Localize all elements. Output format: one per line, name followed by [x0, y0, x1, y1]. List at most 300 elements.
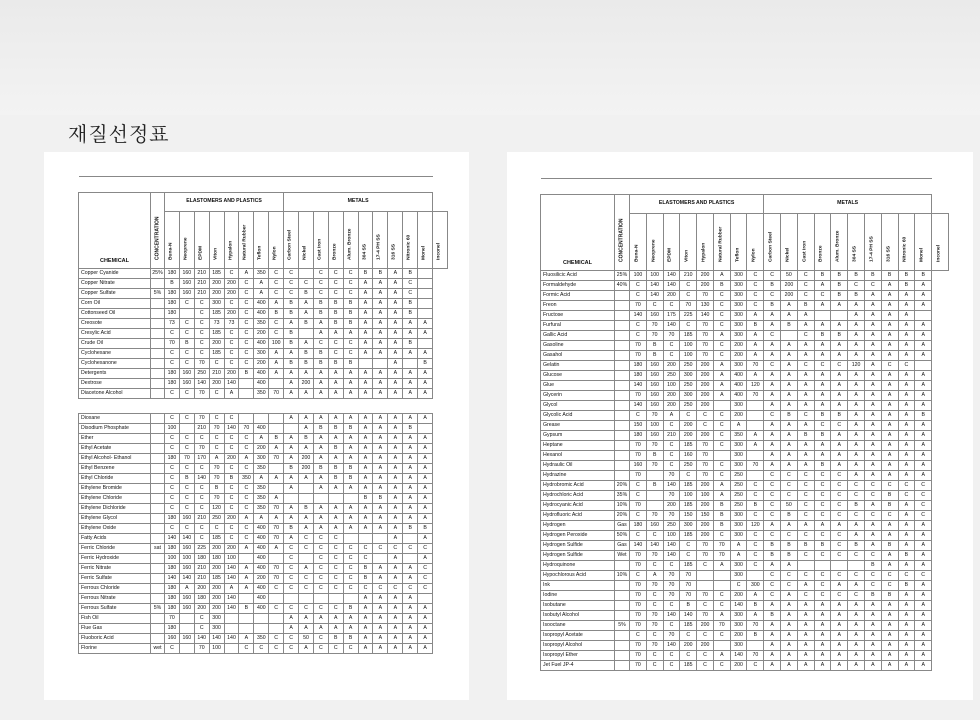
chemical-name: Cottonseed Oil: [79, 309, 151, 319]
rating-cell: 70: [697, 321, 714, 331]
rating-cell: A: [898, 501, 915, 511]
rating-cell: A: [797, 461, 814, 471]
rating-cell: C: [814, 571, 831, 581]
rating-cell: C: [284, 574, 299, 584]
table-row: [79, 624, 448, 634]
rating-cell: C: [179, 319, 194, 329]
rating-cell: A: [358, 339, 373, 349]
rating-cell: A: [328, 434, 343, 444]
rating-cell: 210: [194, 424, 209, 434]
rating-cell: C: [713, 631, 730, 641]
rating-cell: 70: [194, 414, 209, 424]
concentration-cell: 25%: [151, 269, 165, 279]
chemical-name: Ferric Sulfate: [79, 574, 151, 584]
rating-cell: B: [343, 634, 358, 644]
rating-cell: C: [179, 504, 194, 514]
rating-cell: A: [358, 444, 373, 454]
rating-cell: 70: [663, 511, 680, 521]
rating-cell: 200: [697, 401, 714, 411]
rating-cell: C: [747, 511, 764, 521]
rating-cell: A: [269, 444, 284, 454]
rating-cell: B: [848, 291, 865, 301]
rating-cell: B: [343, 309, 358, 319]
rating-cell: [179, 424, 194, 434]
rating-cell: A: [388, 434, 403, 444]
rating-cell: C: [299, 604, 314, 614]
rating-cell: C: [269, 289, 284, 299]
rating-cell: A: [284, 514, 299, 524]
rating-cell: 140: [224, 634, 239, 644]
rating-cell: 70: [209, 424, 224, 434]
rating-cell: A: [388, 554, 403, 564]
rating-cell: C: [343, 544, 358, 554]
rating-cell: C: [713, 531, 730, 541]
rating-cell: C: [797, 281, 814, 291]
rating-cell: B: [881, 501, 898, 511]
rating-cell: A: [915, 541, 932, 551]
rating-cell: C: [864, 581, 881, 591]
rating-cell: A: [358, 289, 373, 299]
rating-cell: 200: [663, 501, 680, 511]
rating-cell: A: [898, 291, 915, 301]
chemical-name: Glycol: [541, 401, 615, 411]
rating-cell: B: [328, 299, 343, 309]
rating-cell: A: [848, 301, 865, 311]
rating-cell: A: [781, 341, 798, 351]
chemical-name: Formaldehyde: [541, 281, 615, 291]
rating-cell: C: [630, 511, 647, 521]
rating-cell: A: [373, 289, 388, 299]
rating-cell: A: [328, 369, 343, 379]
rating-cell: C: [747, 291, 764, 301]
rating-cell: A: [797, 651, 814, 661]
rating-cell: 160: [179, 544, 194, 554]
rating-cell: [299, 554, 314, 564]
rating-cell: A: [915, 521, 932, 531]
rating-cell: 180: [194, 554, 209, 564]
rating-cell: 100: [697, 491, 714, 501]
rating-cell: A: [313, 624, 328, 634]
rating-cell: A: [781, 391, 798, 401]
table-row: [541, 431, 949, 441]
rating-cell: A: [814, 661, 831, 671]
rating-cell: [313, 494, 328, 504]
rating-cell: [418, 279, 433, 289]
rating-cell: A: [814, 521, 831, 531]
rating-cell: C: [343, 349, 358, 359]
rating-cell: A: [848, 631, 865, 641]
rating-cell: C: [663, 421, 680, 431]
concentration-cell: [151, 349, 165, 359]
rating-cell: C: [373, 544, 388, 554]
rating-cell: A: [848, 651, 865, 661]
rating-cell: A: [797, 451, 814, 461]
rating-cell: [179, 624, 194, 634]
material-header: EPDM: [663, 214, 680, 271]
rating-cell: 300: [209, 614, 224, 624]
table-row: [79, 474, 448, 484]
rating-cell: A: [898, 621, 915, 631]
rating-cell: 180: [165, 369, 180, 379]
rating-cell: C: [239, 494, 254, 504]
rating-cell: C: [915, 481, 932, 491]
rating-cell: A: [831, 661, 848, 671]
rating-cell: A: [713, 651, 730, 661]
chemical-name: Dioxane: [79, 414, 151, 424]
rating-cell: 200: [299, 379, 314, 389]
rating-cell: C: [764, 591, 781, 601]
rating-cell: A: [373, 594, 388, 604]
rating-cell: C: [881, 511, 898, 521]
rating-cell: A: [764, 401, 781, 411]
rating-cell: 185: [209, 309, 224, 319]
rating-cell: A: [898, 601, 915, 611]
rating-cell: A: [713, 561, 730, 571]
rating-cell: 300: [680, 521, 697, 531]
rating-cell: [418, 289, 433, 299]
rating-cell: A: [730, 421, 747, 431]
chemical-name: Glue: [541, 381, 615, 391]
rating-cell: C: [630, 491, 647, 501]
rating-cell: C: [194, 319, 209, 329]
material-header: Nitronic 60: [403, 212, 418, 269]
rating-cell: C: [328, 584, 343, 594]
material-header: 316 SS: [881, 214, 898, 271]
rating-cell: C: [797, 411, 814, 421]
rating-cell: A: [881, 461, 898, 471]
table-row: [541, 411, 949, 421]
rating-cell: A: [864, 641, 881, 651]
rating-cell: A: [898, 641, 915, 651]
rating-cell: A: [764, 381, 781, 391]
rating-cell: A: [814, 391, 831, 401]
rating-cell: C: [284, 604, 299, 614]
rating-cell: 70: [680, 301, 697, 311]
rating-cell: A: [881, 311, 898, 321]
rating-cell: A: [388, 504, 403, 514]
rating-cell: A: [373, 369, 388, 379]
rating-cell: 70: [630, 661, 647, 671]
rating-cell: A: [898, 421, 915, 431]
rating-cell: 100: [209, 644, 224, 654]
rating-cell: 140: [179, 534, 194, 544]
metals-group-header: METALS: [764, 195, 932, 214]
rating-cell: B: [313, 464, 328, 474]
rating-cell: [713, 401, 730, 411]
material-header: Carbon Steel: [284, 212, 299, 269]
rating-cell: C: [730, 581, 747, 591]
rating-cell: 200: [254, 359, 269, 369]
rating-cell: 300: [730, 441, 747, 451]
rating-cell: A: [915, 351, 932, 361]
material-header: Neoprene: [646, 214, 663, 271]
rating-cell: C: [418, 564, 433, 574]
rating-cell: C: [697, 411, 714, 421]
rating-cell: [646, 471, 663, 481]
rating-cell: 140: [680, 611, 697, 621]
rating-cell: [239, 379, 254, 389]
rating-cell: 70: [713, 541, 730, 551]
rating-cell: C: [747, 661, 764, 671]
concentration-cell: 35%: [615, 491, 630, 501]
table-row: [541, 421, 949, 431]
rating-cell: C: [663, 601, 680, 611]
rating-cell: B: [343, 474, 358, 484]
rating-cell: A: [881, 321, 898, 331]
rating-cell: 300: [730, 321, 747, 331]
rating-cell: C: [797, 501, 814, 511]
rating-cell: A: [313, 444, 328, 454]
rating-cell: 70: [697, 441, 714, 451]
rating-cell: C: [713, 351, 730, 361]
rating-cell: A: [646, 571, 663, 581]
rating-cell: A: [254, 279, 269, 289]
rating-cell: A: [373, 574, 388, 584]
rating-cell: B: [797, 541, 814, 551]
chemical-name: Ferrous Nitrate: [79, 594, 151, 604]
rating-cell: C: [713, 661, 730, 671]
rating-cell: A: [358, 299, 373, 309]
rating-cell: A: [881, 601, 898, 611]
rating-cell: B: [764, 551, 781, 561]
rating-cell: C: [646, 601, 663, 611]
rating-cell: B: [343, 464, 358, 474]
rating-cell: A: [388, 299, 403, 309]
rating-cell: 225: [680, 311, 697, 321]
rating-cell: 140: [630, 381, 647, 391]
rating-cell: 250: [680, 361, 697, 371]
rating-cell: 140: [730, 601, 747, 611]
chemical-name: Isooctane: [541, 621, 615, 631]
rating-cell: A: [764, 451, 781, 461]
rating-cell: A: [831, 371, 848, 381]
rating-cell: 210: [209, 369, 224, 379]
material-header: Cast Iron: [313, 212, 328, 269]
rating-cell: A: [284, 624, 299, 634]
rating-cell: A: [915, 391, 932, 401]
rating-cell: A: [418, 369, 433, 379]
rating-cell: C: [848, 491, 865, 501]
rating-cell: A: [388, 359, 403, 369]
rating-cell: C: [697, 661, 714, 671]
rating-cell: A: [254, 434, 269, 444]
rating-cell: A: [831, 301, 848, 311]
rating-cell: C: [224, 349, 239, 359]
rating-cell: [418, 594, 433, 604]
rating-cell: 120: [848, 361, 865, 371]
rating-cell: A: [328, 514, 343, 524]
rating-cell: [697, 581, 714, 591]
rating-cell: A: [239, 584, 254, 594]
rating-cell: 200: [781, 291, 798, 301]
rating-cell: C: [328, 339, 343, 349]
rating-cell: 100: [680, 491, 697, 501]
rating-cell: [269, 379, 284, 389]
rating-cell: C: [797, 591, 814, 601]
page-title: 재질선정표: [68, 122, 170, 146]
rating-cell: B: [179, 339, 194, 349]
rating-cell: A: [831, 521, 848, 531]
rating-cell: C: [797, 291, 814, 301]
rating-cell: A: [881, 301, 898, 311]
rating-cell: A: [328, 524, 343, 534]
concentration-header: CONCENTRATION: [151, 193, 165, 269]
rating-cell: A: [358, 414, 373, 424]
table-row: [541, 551, 949, 561]
rating-cell: C: [284, 289, 299, 299]
chemical-name: Hydrofluoric Acid: [541, 511, 615, 521]
rating-cell: A: [848, 311, 865, 321]
chemical-name: Isobutyl Alcohol: [541, 611, 615, 621]
rating-cell: B: [646, 351, 663, 361]
concentration-cell: [615, 291, 630, 301]
rating-cell: A: [418, 319, 433, 329]
rating-cell: 70: [630, 651, 647, 661]
rating-cell: B: [764, 611, 781, 621]
rating-cell: 70: [269, 534, 284, 544]
rating-cell: A: [373, 309, 388, 319]
chemical-name: Hypochlorous Acid: [541, 571, 615, 581]
rating-cell: A: [797, 661, 814, 671]
table-row: [541, 281, 949, 291]
chemical-name: Heptane: [541, 441, 615, 451]
concentration-cell: [151, 534, 165, 544]
rating-cell: C: [814, 591, 831, 601]
rating-cell: 200: [697, 641, 714, 651]
rating-cell: 200: [663, 361, 680, 371]
rating-cell: A: [898, 431, 915, 441]
table-row: [541, 631, 949, 641]
rating-cell: A: [915, 661, 932, 671]
rating-cell: B: [781, 511, 798, 521]
concentration-cell: [615, 581, 630, 591]
rating-cell: A: [898, 311, 915, 321]
rating-cell: A: [797, 611, 814, 621]
rating-cell: C: [343, 644, 358, 654]
left-page: [44, 152, 469, 700]
rating-cell: 180: [165, 299, 180, 309]
rating-cell: B: [831, 291, 848, 301]
rating-cell: B: [848, 271, 865, 281]
rating-cell: A: [388, 604, 403, 614]
rating-cell: 210: [680, 271, 697, 281]
rating-cell: 140: [224, 379, 239, 389]
rating-cell: C: [269, 604, 284, 614]
rating-cell: A: [747, 311, 764, 321]
rating-cell: 200: [697, 521, 714, 531]
rating-cell: C: [239, 434, 254, 444]
rating-cell: B: [358, 574, 373, 584]
rating-cell: C: [764, 531, 781, 541]
material-header: Monel: [915, 214, 932, 271]
rating-cell: A: [269, 514, 284, 524]
rating-cell: A: [713, 481, 730, 491]
rating-cell: B: [403, 309, 418, 319]
rating-cell: [418, 299, 433, 309]
rating-cell: A: [313, 319, 328, 329]
rating-cell: A: [239, 564, 254, 574]
chemical-name: Creosote: [79, 319, 151, 329]
rating-cell: A: [764, 641, 781, 651]
rating-cell: C: [915, 491, 932, 501]
rating-cell: C: [814, 471, 831, 481]
rating-cell: A: [881, 341, 898, 351]
rating-cell: A: [848, 521, 865, 531]
rating-cell: A: [797, 621, 814, 631]
rating-cell: C: [328, 574, 343, 584]
rating-cell: C: [848, 511, 865, 521]
concentration-cell: [151, 444, 165, 454]
chemical-name: Hexanol: [541, 451, 615, 461]
chemical-name: Corn Oil: [79, 299, 151, 309]
metals-group-header: METALS: [284, 193, 433, 212]
concentration-cell: 20%: [615, 481, 630, 491]
rating-cell: 210: [194, 289, 209, 299]
rating-cell: [179, 644, 194, 654]
material-header: Buna-N: [630, 214, 647, 271]
rating-cell: [814, 561, 831, 571]
rating-cell: A: [898, 541, 915, 551]
rating-cell: A: [358, 484, 373, 494]
table-row: [79, 379, 448, 389]
rating-cell: C: [764, 481, 781, 491]
rating-cell: A: [284, 454, 299, 464]
rating-cell: A: [388, 349, 403, 359]
rating-cell: A: [388, 444, 403, 454]
rating-cell: A: [747, 611, 764, 621]
rating-cell: A: [313, 504, 328, 514]
rating-cell: C: [328, 604, 343, 614]
rating-cell: C: [224, 464, 239, 474]
rating-cell: A: [224, 389, 239, 399]
rating-cell: 70: [747, 361, 764, 371]
rating-cell: 50: [781, 501, 798, 511]
chemical-name: Ferric Hydroxide: [79, 554, 151, 564]
rating-cell: C: [848, 571, 865, 581]
rating-cell: 70: [630, 581, 647, 591]
chemical-name: Cyclohexane: [79, 349, 151, 359]
rating-cell: [299, 594, 314, 604]
rating-cell: A: [313, 414, 328, 424]
rating-cell: B: [713, 511, 730, 521]
table-row: [79, 319, 448, 329]
rating-cell: 250: [663, 371, 680, 381]
rating-cell: C: [646, 651, 663, 661]
rating-cell: 200: [663, 401, 680, 411]
rating-cell: 70: [630, 601, 647, 611]
rating-cell: A: [814, 341, 831, 351]
rating-cell: A: [358, 624, 373, 634]
chemical-name: Grease: [541, 421, 615, 431]
rating-cell: 300: [730, 281, 747, 291]
concentration-cell: [615, 411, 630, 421]
rating-cell: B: [848, 501, 865, 511]
rating-cell: A: [881, 381, 898, 391]
rating-cell: C: [764, 511, 781, 521]
rating-cell: C: [663, 341, 680, 351]
rating-cell: A: [388, 574, 403, 584]
rating-cell: B: [881, 541, 898, 551]
rating-cell: C: [284, 634, 299, 644]
rating-cell: 100: [680, 351, 697, 361]
rating-cell: C: [797, 271, 814, 281]
rating-cell: A: [403, 504, 418, 514]
rating-cell: A: [764, 391, 781, 401]
rating-cell: 350: [254, 464, 269, 474]
chemical-name: Copper Cyanide: [79, 269, 151, 279]
rating-cell: A: [328, 624, 343, 634]
rating-cell: A: [343, 434, 358, 444]
